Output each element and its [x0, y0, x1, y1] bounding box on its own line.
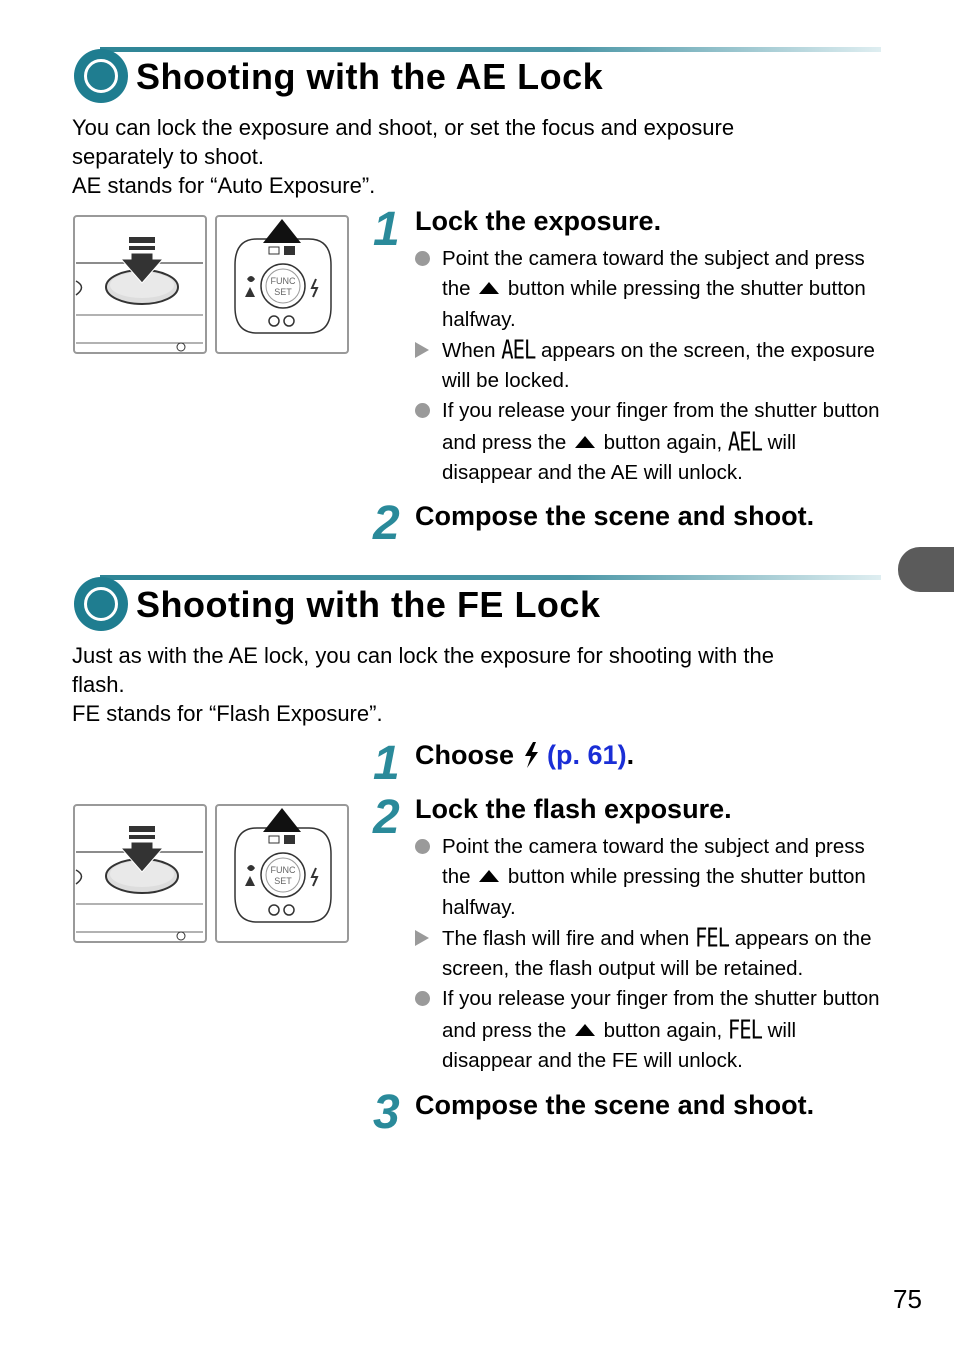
up-arrow-icon — [479, 282, 499, 294]
chapter-side-tab — [898, 547, 954, 592]
section-intro-fe: Just as with the AE lock, you can lock the exposure for shooting with the flash. FE stands for “Flash Exposure”. — [72, 643, 774, 726]
up-button-panel — [216, 216, 348, 353]
shutter-and-up-button-illustration — [73, 215, 349, 355]
bullet-item: Point the camera toward the subject and press the button while pressing the shutter button halfway. — [415, 832, 885, 923]
section-title-ae-lock: Shooting with the AE Lock — [136, 56, 604, 97]
result-arrow-icon — [415, 930, 429, 946]
step-title: Choose (p. 61). — [415, 740, 635, 770]
section-title-fe-lock: Shooting with the FE Lock — [136, 584, 601, 625]
bullet-dot-icon — [415, 251, 430, 266]
svg-text:FUNC: FUNC — [270, 276, 296, 286]
step-title: Compose the scene and shoot. — [415, 1090, 815, 1120]
section-rule — [100, 575, 881, 580]
bullet-dot-icon — [415, 839, 430, 854]
svg-text:FUNC: FUNC — [270, 865, 296, 875]
step-title: Lock the flash exposure. — [415, 794, 732, 824]
svg-text:SET: SET — [274, 287, 292, 297]
section-badge-icon — [74, 49, 128, 103]
step-title: Lock the exposure. — [415, 206, 662, 236]
fel-icon: FEL — [694, 922, 729, 953]
step-number: 1 — [373, 737, 400, 790]
bullet-item: When AEL appears on the screen, the exposure will be locked. — [415, 335, 885, 397]
result-arrow-icon — [415, 342, 429, 358]
step-title: Compose the scene and shoot. — [415, 501, 815, 531]
flash-icon — [522, 741, 540, 769]
svg-text:SET: SET — [274, 876, 292, 886]
section-badge-icon — [74, 577, 128, 631]
step-number: 2 — [373, 791, 400, 844]
step-number: 3 — [373, 1086, 400, 1139]
bullet-dot-icon — [415, 991, 430, 1006]
bullet-item: The flash will fire and when FEL appears on the screen, the flash output will be retained. — [415, 923, 885, 985]
shutter-button-panel — [74, 216, 206, 353]
up-button-panel — [216, 805, 348, 942]
section-intro-ae: You can lock the exposure and shoot, or set the focus and exposure separately to shoot. AE stands for “Auto Exposure”. — [72, 115, 735, 198]
page-number: 75 — [893, 1284, 922, 1314]
bullet-item: If you release your finger from the shutter button and press the button again, FEL will disappear and the FE will unlock. — [415, 984, 885, 1076]
step-bullets — [415, 244, 885, 488]
up-arrow-icon — [575, 436, 595, 448]
fel-icon: FEL — [727, 1014, 762, 1045]
up-arrow-icon — [479, 870, 499, 882]
shutter-button-panel — [74, 805, 206, 942]
bullet-item: If you release your finger from the shutter button and press the button again, AEL will disappear and the AE will unlock. — [415, 396, 885, 488]
shutter-and-up-button-illustration — [73, 804, 349, 944]
ael-icon: AEL — [727, 426, 762, 457]
step-number: 1 — [373, 203, 400, 256]
step-number: 2 — [373, 497, 400, 550]
page-reference-link[interactable]: (p. 61) — [547, 740, 627, 770]
bullet-dot-icon — [415, 403, 430, 418]
bullet-item: Point the camera toward the subject and press the button while pressing the shutter button halfway. — [415, 244, 885, 335]
step-bullets — [415, 832, 885, 1076]
section-rule — [100, 47, 881, 52]
up-arrow-icon — [575, 1024, 595, 1036]
ael-icon: AEL — [501, 334, 536, 365]
